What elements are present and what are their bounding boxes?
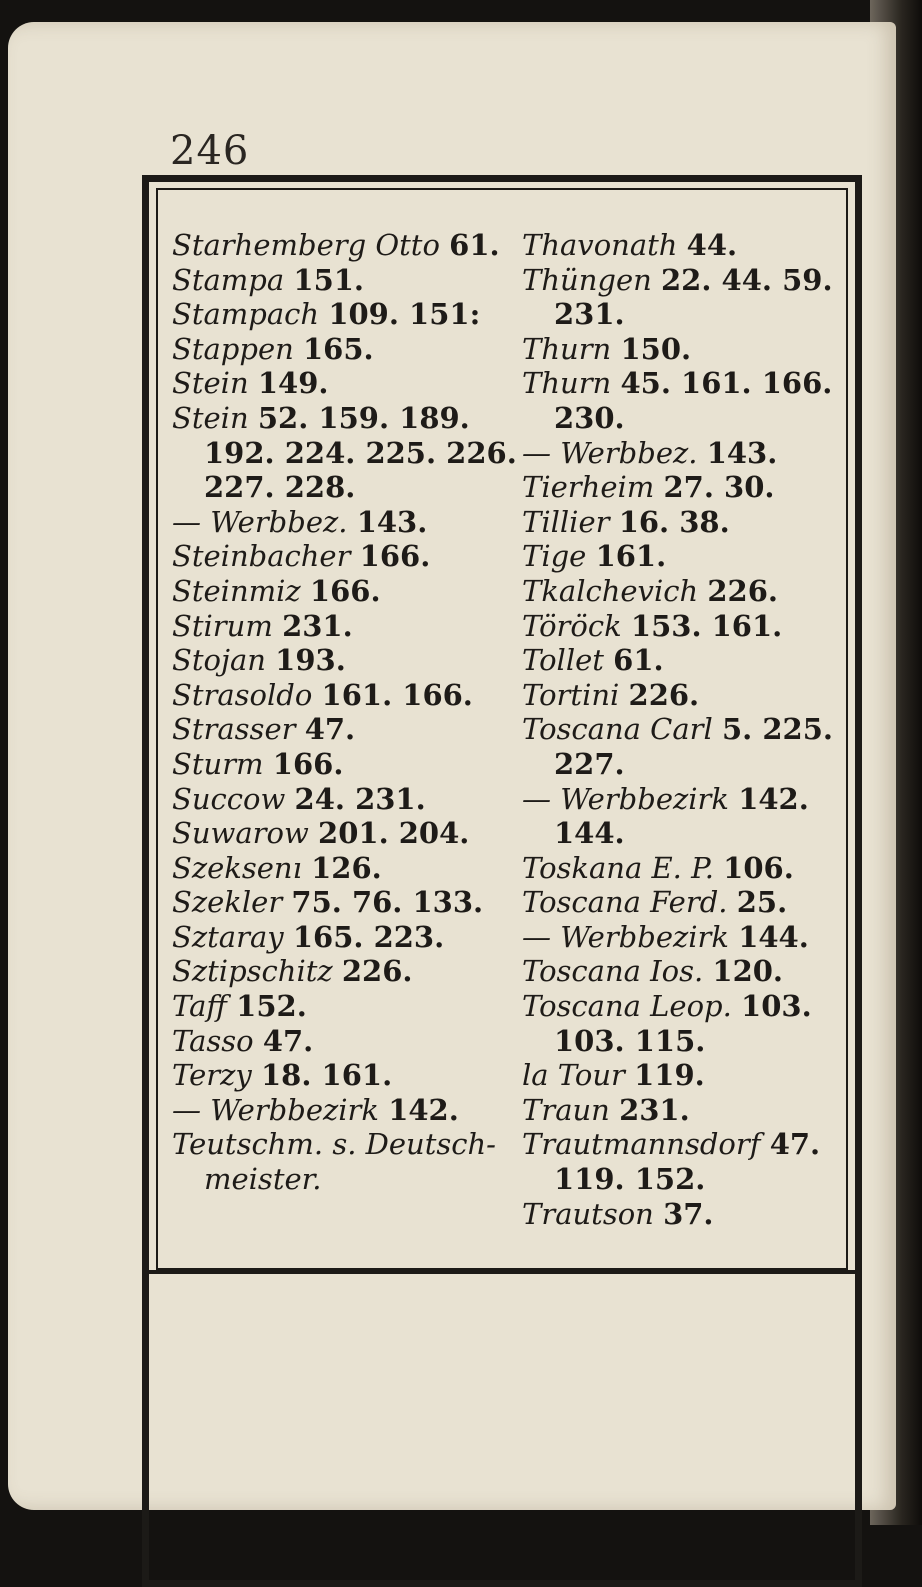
index-entry-pages: 37. — [663, 1196, 714, 1231]
index-entry — [522, 609, 844, 644]
index-entry-name: Thurn — [522, 331, 612, 366]
index-entry-pages: 47. — [769, 1127, 821, 1162]
index-entry-pages: 45. 161. 166. — [620, 366, 833, 401]
index-entry-name: Traun — [522, 1092, 610, 1127]
index-entry — [172, 366, 502, 401]
index-entry-name: Szeksenı — [172, 850, 302, 885]
index-entry — [522, 712, 844, 747]
index-entry-name: — Werbbezirk — [172, 1092, 379, 1127]
index-entry — [522, 782, 844, 817]
index-entry — [522, 470, 844, 505]
index-entry-pages: 165. 223. — [292, 919, 445, 954]
index-entry-name: Strasser — [172, 712, 296, 747]
index-entry-name: Toscana Leop. — [522, 989, 732, 1024]
index-entry — [172, 1093, 502, 1128]
index-entry-pages: 142. — [388, 1092, 459, 1127]
index-entry — [522, 1024, 844, 1059]
index-entry-name: Tollet — [522, 643, 604, 678]
index-entry-name: — Werbbezirk — [522, 781, 729, 816]
index-entry-pages: 152. — [236, 989, 307, 1024]
index-entry-name: Stampach — [172, 297, 320, 332]
index-entry-pages: 52. 159. 189. — [257, 400, 470, 435]
index-entry-pages: 161. 166. — [321, 677, 473, 712]
index-entry-name: Starhemberg Otto — [172, 228, 440, 262]
index-entry — [522, 401, 844, 436]
index-entry — [172, 954, 502, 989]
index-entry-name: — Werbbez. — [172, 504, 348, 539]
index-entry — [172, 851, 502, 886]
index-entry-name: Toscana Ferd. — [522, 885, 728, 920]
index-entry-pages: 231. — [554, 297, 625, 332]
index-entry — [522, 643, 844, 678]
index-entry-pages: 75. 76. 133. — [291, 885, 484, 920]
index-entry-pages: 61. — [613, 643, 664, 678]
index-entry — [172, 435, 517, 471]
index-entry — [172, 574, 502, 609]
index-entry-name: Stirum — [172, 608, 273, 643]
index-entry-pages: 227. 228. — [204, 470, 356, 505]
index-entry-pages: 27. 30. — [663, 470, 775, 505]
index-entry — [522, 747, 844, 782]
index-entry-pages: 5. 225. — [721, 712, 833, 747]
index-entry-name: Succow — [172, 781, 286, 816]
index-entry-pages: 161. — [595, 539, 667, 574]
index-entry-pages: 231. — [619, 1092, 690, 1127]
index-entry — [172, 263, 502, 298]
index-entry-name: Toscana Ios. — [522, 954, 704, 989]
index-entry-pages: 149. — [257, 366, 329, 401]
index-entry — [522, 1127, 844, 1162]
index-entry — [172, 885, 502, 920]
index-entry-pages: 16. 38. — [618, 504, 730, 539]
index-entry-pages: 47. — [262, 1023, 314, 1058]
index-entry-name: Terzy — [172, 1058, 252, 1093]
index-entry — [522, 954, 844, 989]
index-entry — [522, 1058, 844, 1093]
index-entry-name: Steinbacher — [172, 539, 351, 574]
index-entry — [172, 470, 502, 505]
index-entry-name: Stampa — [172, 262, 285, 297]
index-entry-pages: 142. — [738, 781, 809, 816]
index-entry-pages: 24. 231. — [294, 781, 426, 816]
index-entry-name: Toskana E. P. — [522, 850, 714, 885]
index-entry — [172, 609, 502, 644]
index-entry-name: — Werbbezirk — [522, 919, 729, 954]
index-entry-name: Thurn — [522, 366, 612, 401]
index-entry — [522, 332, 844, 367]
index-entry-name: Thüngen — [522, 262, 652, 297]
index-entry-pages: 109. 151: — [328, 297, 481, 332]
index-entry — [172, 747, 502, 782]
index-entry-pages: 226. — [707, 573, 778, 608]
index-entry-pages: 144. — [738, 919, 809, 954]
index-entry-name: Teutschm. s. Deutsch- — [172, 1127, 496, 1162]
index-entry-name: Sztipschitz — [172, 954, 333, 989]
index-entry-name: Tasso — [172, 1023, 254, 1058]
index-entry — [172, 401, 502, 436]
index-entry — [172, 782, 502, 817]
index-entry-pages: 150. — [620, 331, 692, 366]
index-entry-name: Steinmiz — [172, 573, 301, 608]
index-entry-name: Thavonath — [522, 228, 678, 262]
index-entry — [522, 678, 844, 713]
index-entry-pages: 151. — [293, 262, 365, 297]
index-entry-pages: 192. 224. 225. 226. — [204, 435, 517, 470]
index-entry-name: Tortini — [522, 677, 620, 712]
index-entry-name: Stein — [172, 400, 249, 435]
index-entry-pages: 226. — [628, 677, 700, 712]
index-entry — [522, 366, 844, 401]
index-entry — [172, 1058, 502, 1093]
index-entry — [522, 297, 844, 332]
index-entry-pages: 120. — [712, 954, 784, 989]
index-entry — [522, 1197, 844, 1232]
index-entry-pages: 193. — [275, 643, 346, 678]
index-entry-pages: 25. — [736, 885, 788, 920]
index-entry-name: Trautson — [522, 1196, 654, 1231]
index-entry — [172, 816, 502, 851]
index-entry-name: Toscana Carl — [522, 712, 713, 747]
index-entry-pages: 44. — [686, 228, 738, 262]
index-entry-pages: 143. — [706, 435, 778, 470]
index-entry-name: — Werbbez. — [522, 435, 698, 470]
index-entry-name: Szekler — [172, 885, 283, 920]
index-entry-name: Töröck — [522, 608, 622, 643]
index-entry-name: Tillier — [522, 504, 610, 539]
index-entry-name: Stojan — [172, 643, 266, 678]
index-entry — [522, 920, 844, 955]
index-entry-name: Tige — [522, 539, 587, 574]
index-entry — [172, 989, 502, 1024]
index-entry-name: la Tour — [522, 1058, 625, 1093]
index-entry — [522, 263, 844, 298]
index-column-left — [172, 228, 517, 1197]
index-entry-name: Sztaray — [172, 919, 284, 954]
index-entry — [172, 539, 502, 574]
index-entry-pages: 18. 161. — [261, 1058, 393, 1093]
index-entry — [522, 436, 844, 471]
index-entry-pages: 166. — [272, 746, 344, 781]
index-entry-pages: 119. — [634, 1058, 705, 1093]
index-entry — [172, 1024, 502, 1059]
index-entry — [522, 539, 844, 574]
index-entry-name: Trautmannsdorf — [522, 1127, 761, 1162]
index-entry-pages: 144. — [554, 816, 625, 851]
index-entry-name: Tierheim — [522, 470, 655, 505]
index-entry — [172, 228, 502, 263]
index-entry — [172, 505, 502, 540]
index-entry-name: Strasoldo — [172, 677, 313, 712]
index-entry — [172, 297, 502, 332]
index-entry — [172, 712, 502, 747]
index-entry — [522, 574, 844, 609]
index-frame-rule — [149, 1270, 855, 1274]
index-entry — [172, 920, 502, 955]
index-entry-pages: 165. — [303, 331, 374, 366]
index-column-right — [522, 228, 844, 1231]
index-entry — [172, 1162, 502, 1197]
index-entry-pages: 227. — [554, 746, 625, 781]
index-entry-pages: 153. 161. — [630, 608, 783, 643]
index-entry — [172, 643, 502, 678]
index-entry — [522, 851, 844, 886]
index-entry-pages: 47. — [304, 712, 356, 747]
index-entry — [522, 228, 844, 263]
index-entry — [522, 1093, 844, 1128]
index-entry-pages: 119. 152. — [554, 1162, 706, 1197]
index-entry-pages: 226. — [341, 954, 413, 989]
index-entry-pages: 126. — [311, 850, 382, 885]
index-entry — [172, 332, 502, 367]
index-entry-name: Taff — [172, 989, 227, 1024]
index-entry — [522, 989, 844, 1024]
index-entry-pages: 166. — [359, 539, 431, 574]
page-number: 246 — [170, 128, 250, 174]
index-entry-name: Stappen — [172, 331, 294, 366]
index-entry-pages: 106. — [723, 850, 794, 885]
index-entry — [522, 505, 844, 540]
index-entry-pages: 143. — [356, 504, 428, 539]
index-entry-pages: 230. — [554, 400, 625, 435]
index-entry — [522, 816, 844, 851]
index-entry-pages: 22. 44. 59. — [661, 262, 833, 297]
index-entry-pages: 61. — [449, 228, 500, 262]
index-entry-name: Tkalchevich — [522, 573, 699, 608]
index-entry-pages: 103. — [741, 989, 812, 1024]
index-entry — [522, 885, 844, 920]
index-entry-pages: 166. — [309, 573, 381, 608]
index-entry-name: Sturm — [172, 746, 264, 781]
index-entry-name: Stein — [172, 366, 249, 401]
index-entry — [172, 678, 502, 713]
index-entry — [172, 1127, 502, 1162]
index-entry-pages: 201. 204. — [318, 816, 470, 851]
index-entry-pages: 231. — [282, 608, 353, 643]
index-entry-name: meister. — [204, 1162, 322, 1197]
index-entry-pages: 103. 115. — [554, 1023, 706, 1058]
index-entry-name: Suwarow — [172, 816, 309, 851]
index-entry — [522, 1162, 844, 1197]
